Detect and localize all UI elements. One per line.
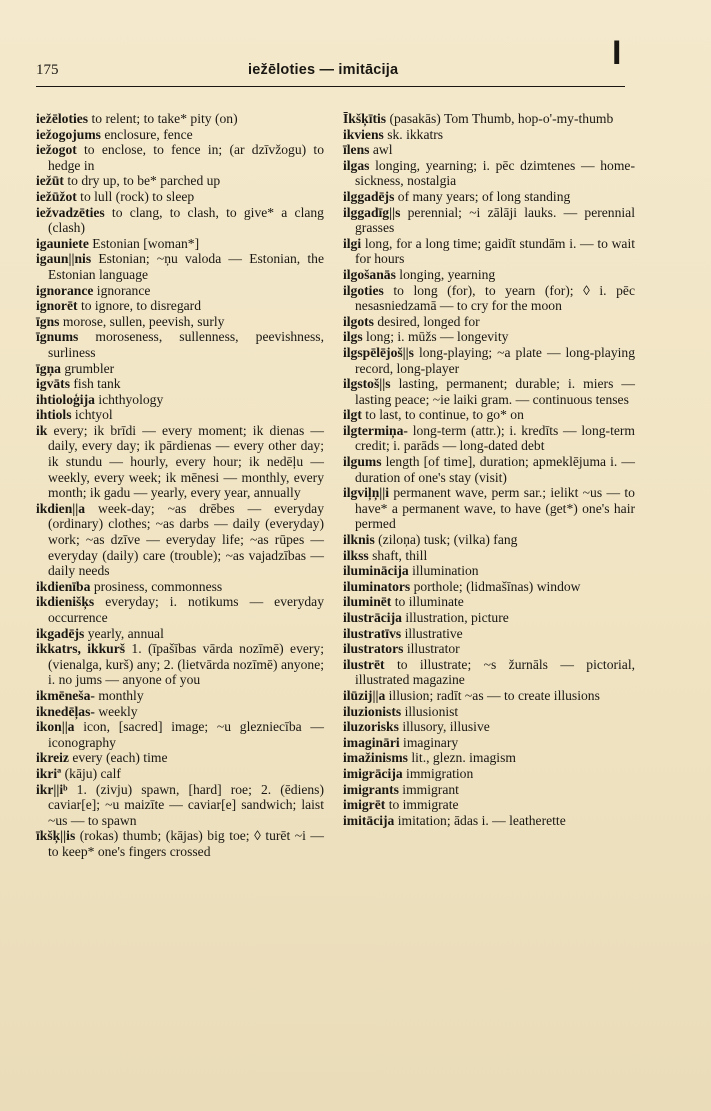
entry-headword: ik: [36, 422, 48, 438]
entry-definition: illusionist: [404, 703, 459, 719]
entry-definition: of many years; of long standing: [397, 188, 571, 204]
entry-headword: ilgtermiņa-: [343, 422, 408, 438]
dictionary-entry: [36, 361, 324, 377]
entry-definition: Estonian; ~ņu valoda — Estonian, the Estonian language: [48, 251, 324, 282]
entry-headword: imigrants: [343, 781, 399, 797]
entry-headword: ilgi: [343, 235, 362, 251]
entry-headword: imitācija: [343, 812, 395, 828]
entry-headword: iknedēļas-: [36, 703, 95, 719]
entry-headword: ilustrācija: [343, 610, 402, 625]
dictionary-entry: [343, 236, 635, 267]
entry-headword: Īkšķītis: [343, 111, 387, 126]
entry-definition: grumbler: [64, 360, 115, 376]
dictionary-entry: [36, 127, 324, 143]
entry-definition: shaft, thill: [372, 547, 428, 563]
entry-definition: illusory, illusive: [402, 719, 490, 735]
entry-headword: imigrēt: [343, 797, 386, 813]
dictionary-entry: [36, 766, 324, 782]
dictionary-entry: [36, 688, 324, 704]
dictionary-entry: [36, 423, 324, 501]
dictionary-entry: [36, 594, 324, 625]
dictionary-entry: [36, 376, 324, 392]
entry-headword: ikon||a: [36, 719, 75, 735]
entry-headword: iežogojums: [36, 126, 101, 142]
dictionary-entry: [343, 657, 635, 688]
dictionary-entry: [343, 267, 635, 283]
entry-definition: morose, sullen, peevish, surly: [62, 313, 225, 329]
entry-headword: iluzionists: [343, 703, 402, 719]
left-column: [36, 111, 324, 860]
entry-definition: permanent wave, perm sar.; ielikt ~us — to have* a permanent wave, to have (get*) one's hair permed: [355, 485, 635, 532]
dictionary-entry: [343, 111, 635, 127]
entry-definition: lit., glezn. imagism: [411, 750, 516, 766]
entry-headword: ilustrēt: [343, 656, 385, 672]
entry-headword: ilgošanās: [343, 266, 396, 282]
dictionary-entry: [343, 594, 635, 610]
entry-headword: ilggadējs: [343, 188, 395, 204]
dictionary-entry: [36, 189, 324, 205]
dictionary-entry: [343, 735, 635, 751]
entry-headword: ikriª: [36, 765, 62, 781]
dictionary-entry: [36, 298, 324, 314]
entry-headword: īgnums: [36, 329, 79, 345]
dictionary-entry: [36, 142, 324, 173]
entry-headword: ilknis: [343, 532, 375, 548]
section-letter: I: [612, 34, 622, 72]
dictionary-entry: [36, 719, 324, 750]
entry-definition: to last, to continue, to go* on: [365, 407, 524, 423]
dictionary-entry: [343, 127, 635, 143]
dictionary-entry: [36, 704, 324, 720]
entry-definition: to dry up, to be* parched up: [67, 173, 221, 189]
dictionary-entry: [343, 142, 635, 158]
dictionary-entry: [343, 797, 635, 813]
entry-headword: ilggadīg||s: [343, 204, 401, 220]
entry-definition: (ziloņa) tusk; (vilka) fang: [378, 532, 518, 548]
entry-headword: ikkatrs, ikkurš: [36, 641, 126, 657]
entry-definition: long; i. mūžs — longevity: [366, 329, 509, 345]
entry-definition: 1. (īpašības vārda nozīmē) every; (vienalga, kurš) any; 2. (lietvārda nozīmē) anyone; i. no jums — anyone of you: [48, 641, 324, 688]
entry-definition: sk. ikkatrs: [387, 126, 444, 142]
dictionary-entry: [36, 750, 324, 766]
entry-definition: lasting, permanent; durable; i. miers — lasting peace; ~ie laiki gram. — continuous tenses: [355, 376, 635, 407]
dictionary-entry: [343, 345, 635, 376]
entry-definition: longing, yearning: [399, 266, 496, 282]
entry-definition: ichthyology: [98, 391, 164, 407]
entry-definition: illustrator: [406, 641, 460, 657]
entry-headword: ilgums: [343, 454, 382, 470]
entry-headword: ilgoties: [343, 282, 384, 298]
entry-headword: īkšķ||is: [36, 828, 76, 844]
entry-headword: iluminators: [343, 578, 411, 594]
entry-definition: every; ik brīdi — every moment; ik dienas — daily, every day; ik pārdienas — every other day; ik stundu — hourly, every hour; ik nedēļu — weekly, every week; ik mēnesi — monthly, every month; ik gadu — yearly, every year, annually: [48, 422, 325, 501]
dictionary-entry: [343, 719, 635, 735]
entry-definition: perennial; ~i zālāji lauks. — perennial grasses: [355, 204, 635, 236]
entry-headword: igaun||nis: [36, 251, 92, 267]
dictionary-entry: [343, 329, 635, 345]
entry-headword: ignorance: [36, 282, 94, 298]
entry-definition: yearly, annual: [87, 625, 164, 641]
entry-definition: to clang, to clash, to give* a clang (clash): [48, 204, 324, 236]
entry-headword: ilustrators: [343, 641, 404, 657]
entry-headword: iežēloties: [36, 111, 89, 126]
dictionary-entry: [343, 189, 635, 205]
entry-headword: ihtiols: [36, 407, 72, 423]
dictionary-entry: [36, 407, 324, 423]
dictionary-entry: [36, 579, 324, 595]
entry-headword: ikgadējs: [36, 625, 85, 641]
dictionary-entry: [36, 205, 324, 236]
entry-headword: imagināri: [343, 734, 400, 750]
entry-definition: to illuminate: [394, 594, 464, 610]
entry-headword: īlens: [343, 142, 370, 158]
entry-headword: ilgas: [343, 157, 370, 173]
entry-definition: (kāju) calf: [64, 765, 121, 781]
entry-definition: imaginary: [403, 734, 459, 750]
dictionary-entry: [343, 579, 635, 595]
entry-definition: long-playing; ~a plate — long-playing record, long-player: [355, 344, 635, 376]
entry-definition: to enclose, to fence in; (ar dzīvžogu) to hedge in: [48, 142, 324, 173]
dictionary-entry: [343, 158, 635, 189]
dictionary-entry: [343, 376, 635, 407]
right-column: [343, 111, 635, 828]
dictionary-entry: [36, 782, 324, 829]
dictionary-entry: [343, 454, 635, 485]
entry-headword: ignorēt: [36, 298, 78, 314]
entry-headword: ilgs: [343, 329, 363, 345]
page-number: 175: [36, 62, 59, 78]
entry-definition: to relent; to take* pity (on): [91, 111, 238, 126]
entry-definition: long-term (attr.); i. kredīts — long-term credit; i. parāds — long-dated debt: [355, 422, 635, 454]
entry-definition: Estonian [woman*]: [92, 235, 200, 251]
entry-definition: long, for a long time; gaidīt stundām i. — to wait for hours: [355, 235, 635, 267]
entry-headword: ikreiz: [36, 750, 69, 766]
entry-headword: igauniete: [36, 235, 89, 251]
dictionary-entry: [343, 688, 635, 704]
dictionary-entry: [343, 641, 635, 657]
entry-definition: to lull (rock) to sleep: [80, 188, 195, 204]
entry-definition: illumination: [412, 563, 479, 579]
entry-definition: ichtyol: [74, 407, 113, 423]
entry-definition: moroseness, sullenness, peevishness, surliness: [48, 329, 324, 360]
entry-definition: to illustrate; ~s žurnāls — pictorial, illustrated magazine: [355, 656, 636, 688]
entry-headword: ikdienišķs: [36, 594, 95, 610]
dictionary-entry: [36, 392, 324, 408]
dictionary-entry: [36, 173, 324, 189]
entry-definition: week-day; ~as drēbes — everyday (ordinary) clothes; ~as darbs — daily (everyday) work; ~as dzīve — everyday life; ~as rūpes — everyday (daily) care (trouble); ~as vajadzības — daily needs: [48, 500, 324, 579]
entry-definition: illusion; radīt ~as — to create illusions: [388, 687, 600, 703]
running-head: iežēloties — imitācija: [248, 62, 399, 78]
dictionary-entry: [36, 329, 324, 360]
entry-headword: iluminēt: [343, 594, 392, 610]
dictionary-entry: [36, 111, 324, 127]
entry-headword: ilūzij||a: [343, 687, 386, 703]
entry-headword: imažinisms: [343, 750, 408, 766]
entry-definition: imitation; ādas i. — leatherette: [397, 812, 566, 828]
entry-definition: (rokas) thumb; (kājas) big toe; ◊ turēt ~i — to keep* one's fingers crossed: [48, 828, 324, 859]
entry-definition: awl: [372, 142, 393, 158]
entry-headword: iluzorisks: [343, 719, 399, 735]
entry-headword: ikdien||a: [36, 500, 86, 516]
entry-definition: monthly: [98, 687, 144, 703]
dictionary-entry: [36, 501, 324, 579]
entry-definition: ignorance: [96, 282, 151, 298]
entry-definition: everyday; i. notikums — everyday occurrence: [48, 594, 325, 625]
entry-headword: īgns: [36, 313, 60, 329]
entry-definition: enclosure, fence: [104, 126, 193, 142]
entry-definition: immigration: [406, 765, 474, 781]
dictionary-entry: [343, 610, 635, 626]
entry-definition: 1. (zivju) spawn, [hard] roe; 2. (ēdiens) caviar[e]; ~u maizīte — caviar[e] sandwich; laist ~us — to spawn: [48, 781, 324, 828]
entry-headword: īgņa: [36, 360, 61, 376]
dictionary-entry: [36, 314, 324, 330]
entry-headword: ilgots: [343, 313, 374, 329]
entry-headword: iežogot: [36, 142, 77, 158]
entry-headword: ilgspēlējoš||s: [343, 344, 414, 360]
entry-definition: prosiness, commonness: [93, 578, 223, 594]
entry-definition: weekly: [98, 703, 138, 719]
dictionary-entry: [343, 813, 635, 829]
entry-definition: every (each) time: [72, 750, 168, 766]
dictionary-entry: [343, 423, 635, 454]
entry-definition: immigrant: [402, 781, 459, 797]
entry-headword: iežūt: [36, 173, 64, 189]
dictionary-entry: [343, 750, 635, 766]
dictionary-entry: [343, 532, 635, 548]
entry-headword: ilgt: [343, 407, 362, 423]
page-header: [36, 62, 626, 86]
entry-definition: illustrative: [404, 625, 463, 641]
dictionary-entry: [343, 485, 635, 532]
entry-definition: to long (for), to yearn (for); ◊ i. pēc nesasniedzamā — to cry for the moon: [355, 282, 635, 314]
entry-headword: iežūžot: [36, 188, 77, 204]
entry-headword: ikmēneša-: [36, 687, 95, 703]
entry-definition: fish tank: [73, 376, 121, 392]
dictionary-entry: [343, 563, 635, 579]
entry-definition: length [of time], duration; apmeklējuma i. — duration of one's stay (visit): [355, 454, 635, 485]
entry-definition: longing, yearning; i. pēc dzimtenes — home-sickness, nostalgia: [355, 157, 635, 189]
dictionary-entry: [343, 407, 635, 423]
entry-definition: to ignore, to disregard: [80, 298, 201, 314]
entry-definition: icon, [sacred] image; ~u glezniecība — iconography: [48, 719, 324, 750]
dictionary-entry: [343, 626, 635, 642]
entry-headword: ilustratīvs: [343, 625, 402, 641]
entry-definition: desired, longed for: [377, 313, 480, 329]
header-rule: [36, 86, 625, 87]
entry-headword: igvāts: [36, 376, 70, 392]
entry-headword: ikviens: [343, 126, 384, 142]
entry-definition: (pasakās) Tom Thumb, hop-o'-my-thumb: [389, 111, 614, 126]
dictionary-entry: [343, 283, 635, 314]
dictionary-entry: [343, 548, 635, 564]
dictionary-entry: [36, 641, 324, 688]
dictionary-entry: [36, 828, 324, 859]
dictionary-entry: [343, 704, 635, 720]
dictionary-entry: [36, 236, 324, 252]
entry-headword: ihtioloģija: [36, 391, 95, 407]
entry-definition: to immigrate: [388, 797, 459, 813]
entry-definition: illustration, picture: [405, 610, 509, 625]
dictionary-entry: [343, 314, 635, 330]
entry-headword: ikdienība: [36, 578, 91, 594]
entry-headword: imigrācija: [343, 765, 403, 781]
entry-headword: ilgstoš||s: [343, 376, 391, 392]
entry-definition: porthole; (lidmašīnas) window: [413, 578, 581, 594]
dictionary-entry: [343, 782, 635, 798]
entry-headword: iluminācija: [343, 563, 409, 579]
dictionary-entry: [36, 283, 324, 299]
dictionary-entry: [343, 205, 635, 236]
entry-headword: iežvadzēties: [36, 204, 105, 220]
entry-headword: ikr||iᵇ: [36, 781, 68, 797]
entry-headword: ilgviļņ||i: [343, 485, 390, 501]
dictionary-entry: [36, 251, 324, 282]
dictionary-entry: [36, 626, 324, 642]
entry-headword: ilkss: [343, 547, 369, 563]
dictionary-entry: [343, 766, 635, 782]
